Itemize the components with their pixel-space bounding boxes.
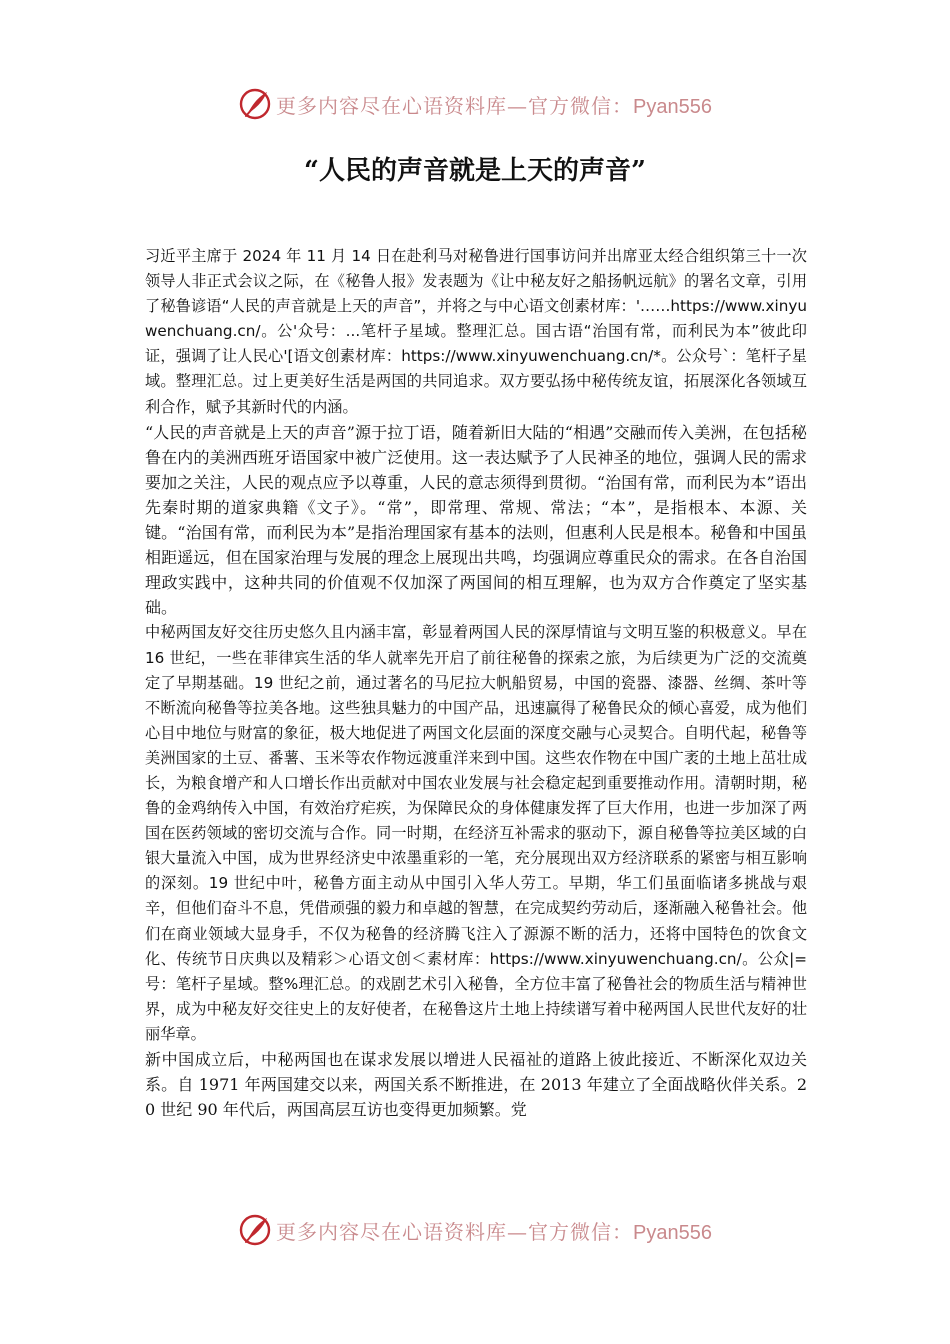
header-watermark	[0, 84, 950, 124]
paragraph-3: 中秘两国友好交往历史悠久且内涵丰富，彰显着两国人民的深厚情谊与文明互鉴的积极意义。早在 16 世纪，一些在菲律宾生活的华人就率先开启了前往秘鲁的探索之旅，为后续更为广泛的交流奠定了早期基础。19 世纪之前，通过著名的马尼拉大帆船贸易，中国的瓷器、漆器、丝绸、茶叶等不断流向秘鲁等拉美各地。这些独具魅力的中国产品，迅速赢得了秘鲁民众的倾心喜爱，成为他们心目中地位与财富的象征，极大地促进了两国文化层面的深度交融与心灵契合。自明代起，秘鲁等美洲国家的土豆、番薯、玉米等农作物远渡重洋来到中国。这些农作物在中国广袤的土地上茁壮成长，为粮食增产和人口增长作出贡献对中国农业发展与社会稳定起到重要推动作用。清朝时期，秘鲁的金鸡纳传入中国，有效治疗疟疾，为保障民众的身体健康发挥了巨大作用，也进一步加深了两国在医药领域的密切交流与合作。同一时期，在经济互补需求的驱动下，源自秘鲁等拉美区域的白银大量流入中国，成为世界经济史中浓墨重彩的一笔，充分展现出双方经济联系的紧密与相互影响的深刻。19 世纪中叶，秘鲁方面主动从中国引入华人劳工。早期，华工们虽面临诸多挑战与艰辛，但他们奋斗不息，凭借顽强的毅力和卓越的智慧，在完成契约劳动后，逐渐融入秘鲁社会。他们在商业领域大显身手，不仅为秘鲁的经济腾飞注入了源源不断的活力，还将中国特色的饮食文化、传统节日庆典以及精彩＞心语文创＜素材库：https://www.xinyuwenchuang.cn/。公众|=号：笔杆子星域。整%理汇总。的戏剧艺术引入秘鲁，全方位丰富了秘鲁社会的物质生活与精神世界，成为中秘友好交往史上的友好使者，在秘鲁这片土地上持续谱写着中秘两国人民世代友好的壮丽华章。	[145, 623, 807, 1043]
watermark-text: 更多内容尽在心语资料库—官方微信：Pyan556	[276, 1219, 712, 1244]
paragraph-2: “人民的声音就是上天的声音”源于拉丁语，随着新旧大陆的“相遇”交融而传入美洲，在包括秘鲁在内的美洲西班牙语国家中被广泛使用。这一表达赋予了人民神圣的地位，强调人民的需求要加之关注，人民的观点应予以尊重，人民的意志须得到贯彻。“治国有常，而利民为本”语出先秦时期的道家典籍《文子》。“常”，即常理、常规、常法；“本”，是指根本、本源、关键。“治国有常，而利民为本”是指治理国家有基本的法则，但惠利人民是根本。秘鲁和中国虽相距遥远，但在国家治理与发展的理念上展现出共鸣，均强调应尊重民众的需求。在各自治国理政实践中，这种共同的价值观不仅加深了两国间的相互理解，也为双方合作奠定了坚实基础。	[145, 422, 807, 618]
article-body	[145, 244, 807, 1122]
quill-logo-icon	[238, 87, 272, 121]
footer-watermark	[0, 1210, 950, 1250]
watermark-wechat-id: Pyan556	[633, 95, 712, 118]
watermark-text: 更多内容尽在心语资料库—官方微信：Pyan556	[276, 93, 712, 118]
article-title: “人民的声音就是上天的声音”	[304, 156, 646, 186]
quill-logo-icon	[238, 1213, 272, 1247]
paragraph-1: 习近平主席于 2024 年 11 月 14 日在赴利马对秘鲁进行国事访问并出席亚太经合组织第三十一次领导人非正式会议之际，在《秘鲁人报》发表题为《让中秘友好之船扬帆远航》的署名文章，引用了秘鲁谚语“人民的声音就是上天的声音”，并将之与中心语文创素材库：'……https://www.xinyuwenchuang.cn/。公'众号：...笔杆子星域。整理汇总。国古语“治国有常，而利民为本”彼此印证，强调了让人民心'[语文创素材库：https://www.xinyuwenchuang.cn/*。公众号`：笔杆子星域。整理汇总。过上更美好生活是两国的共同追求。双方要弘扬中秘传统友谊，拓展深化各领域互利合作，赋予其新时代的内涵。	[145, 247, 807, 416]
paragraph-4: 新中国成立后，中秘两国也在谋求发展以增进人民福祉的道路上彼此接近、不断深化双边关系。自 1971 年两国建交以来，两国关系不断推进，在 2013 年建立了全面战略伙伴关系。20 世纪 90 年代后，两国高层互访也变得更加频繁。党	[145, 1050, 807, 1120]
watermark-wechat-id: Pyan556	[633, 1221, 712, 1244]
